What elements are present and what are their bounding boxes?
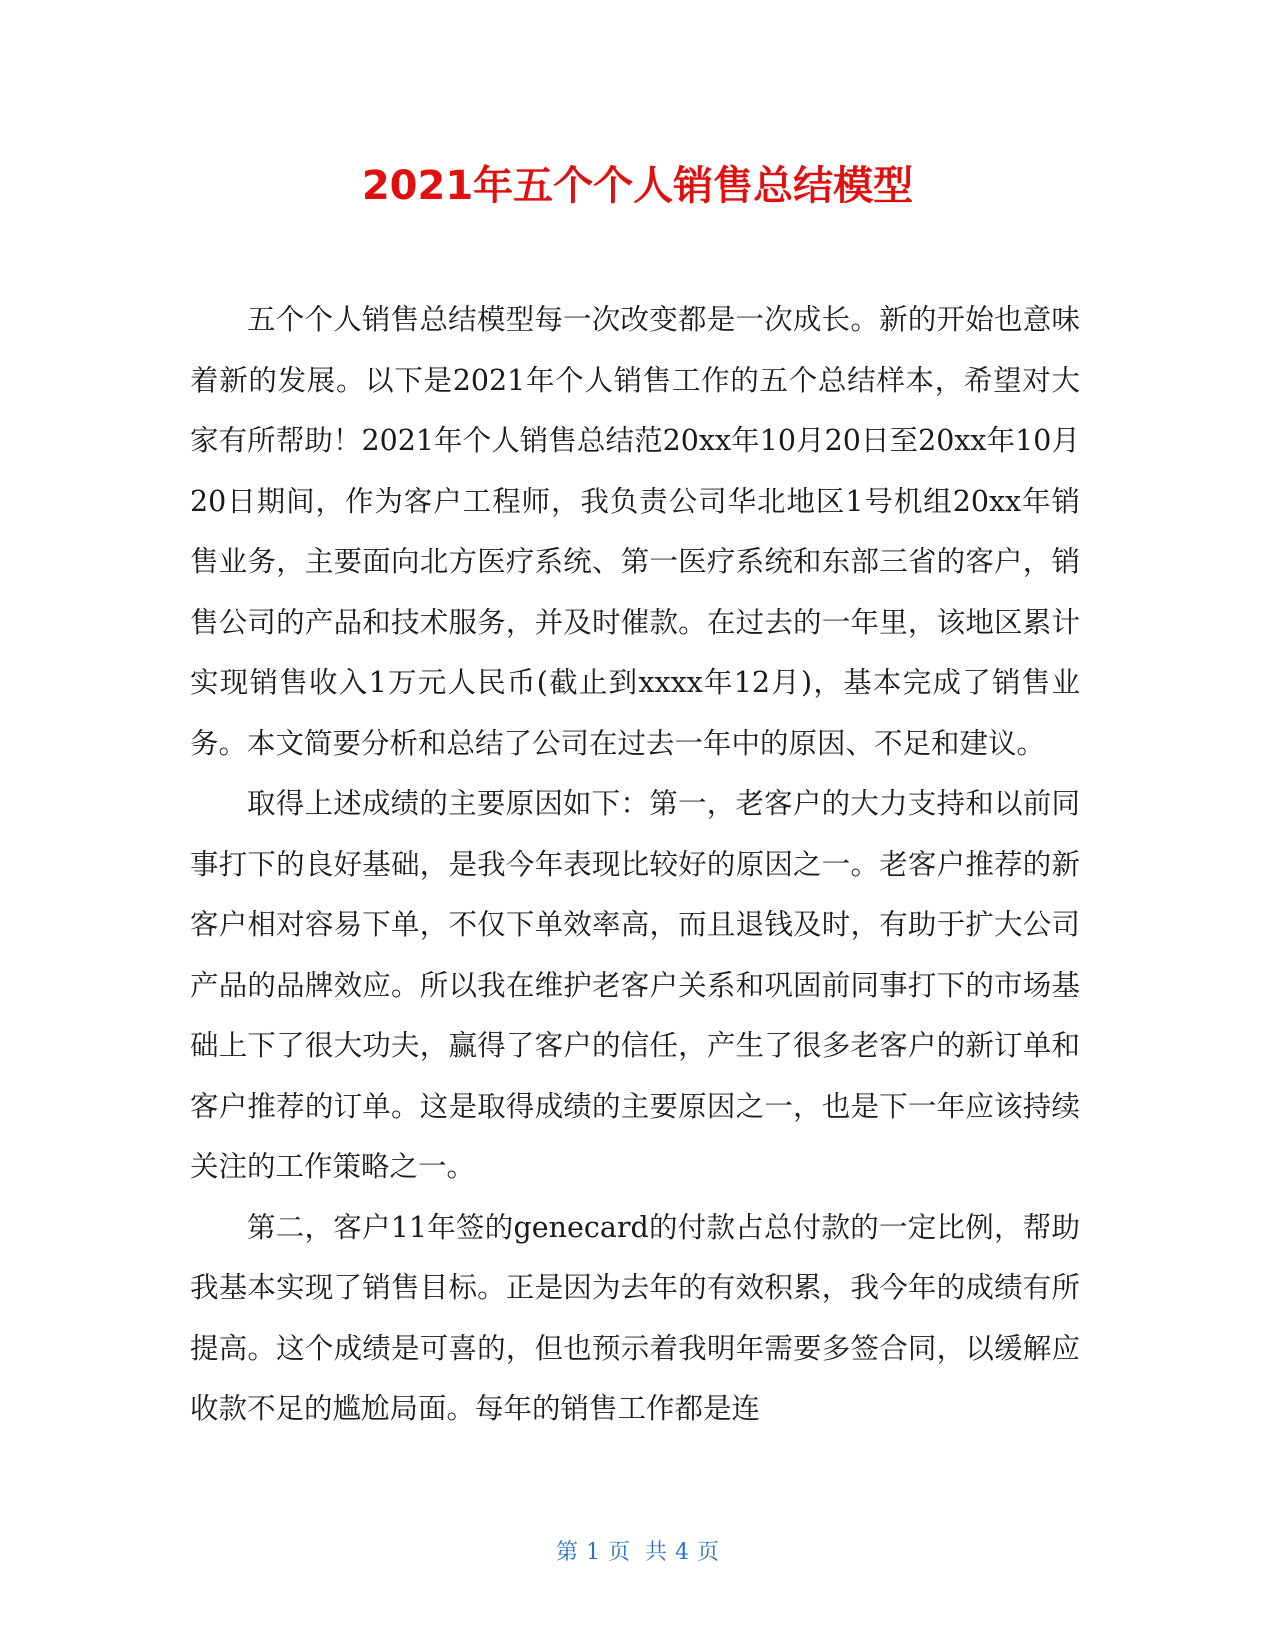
paragraph-3: 第二，客户11年签的genecard的付款占总付款的一定比例，帮助我基本实现了销售目标。正是因为去年的有效积累，我今年的成绩有所提高。这个成绩是可喜的，但也预示着我明年需要多签合同，以缓解应收款不足的尴尬局面。每年的销售工作都是连 [190, 1210, 1080, 1425]
footer-middle: 页 共 [608, 1540, 667, 1565]
paragraph-1: 五个个人销售总结模型每一次改变都是一次成长。新的开始也意味着新的发展。以下是2021年个人销售工作的五个总结样本，希望对大家有所帮助！2021年个人销售总结范20xx年10月20日至20xx年10月20日期间，作为客户工程师，我负责公司华北地区1号机组20xx年销售业务，主要面向北方医疗系统、第一医疗系统和东部三省的客户，销售公司的产品和技术服务，并及时催款。在过去的一年里，该地区累计实现销售收入1万元人民币(截止到xxxx年12月)，基本完成了销售业务。本文简要分析和总结了公司在过去一年中的原因、不足和建议。 [190, 303, 1080, 760]
footer-page-number: 1 [586, 1540, 600, 1565]
paragraph-2: 取得上述成绩的主要原因如下：第一，老客户的大力支持和以前同事打下的良好基础，是我今年表现比较好的原因之一。老客户推荐的新客户相对容易下单，不仅下单效率高，而且退钱及时，有助于扩大公司产品的品牌效应。所以我在维护老客户关系和巩固前同事打下的市场基础上下了很大功夫，赢得了客户的信任，产生了很多老客户的新订单和客户推荐的订单。这是取得成绩的主要原因之一，也是下一年应该持续关注的工作策略之一。 [190, 787, 1080, 1183]
document-body [190, 290, 1080, 1440]
page-footer [0, 1538, 1275, 1568]
document-title: 2021年五个个人销售总结模型 [361, 163, 914, 209]
footer-prefix: 第 [555, 1540, 578, 1565]
footer-suffix: 页 [697, 1540, 720, 1565]
footer-total-pages: 4 [675, 1540, 689, 1565]
